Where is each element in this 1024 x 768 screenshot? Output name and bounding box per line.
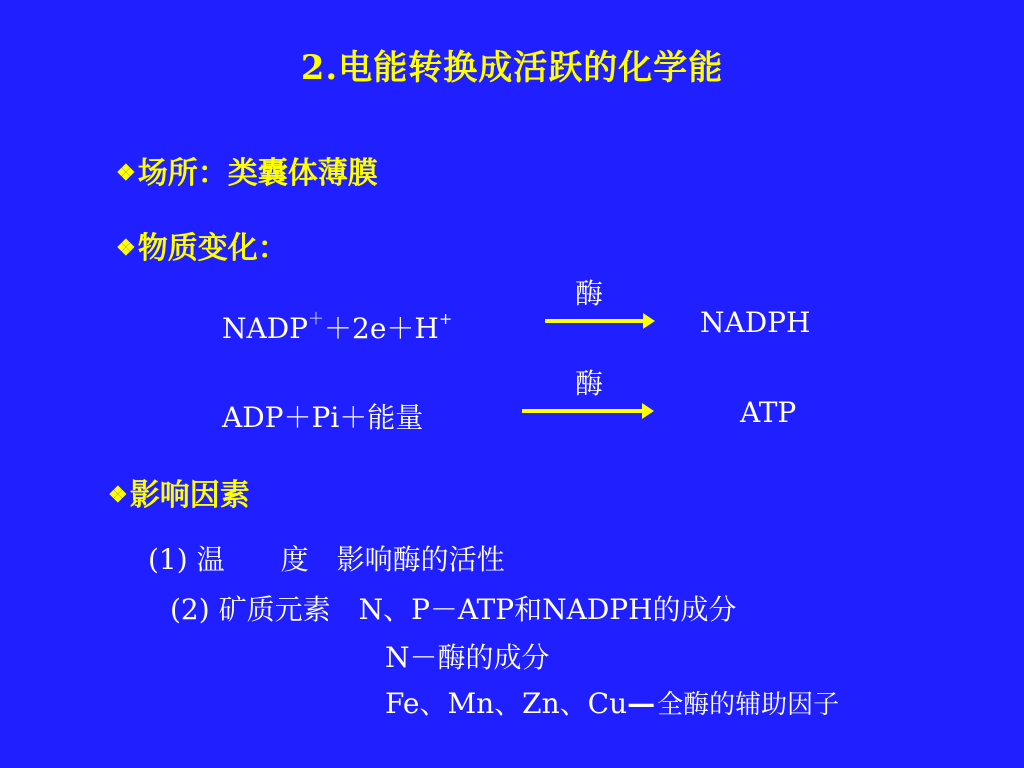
diamond-bullet-icon: ❖ bbox=[116, 160, 136, 186]
factor-metals bbox=[385, 682, 839, 722]
factor-metals-dash: — bbox=[627, 687, 650, 720]
bullet-site-text: 场所：类囊体薄膜 bbox=[137, 156, 378, 191]
reaction-arrow-icon bbox=[545, 319, 645, 323]
reaction-2-reactants: ADP＋Pi＋能量 bbox=[222, 401, 424, 434]
bullet-factors bbox=[108, 470, 250, 514]
reaction-1-product: NADPH bbox=[700, 306, 811, 339]
diamond-bullet-icon: ❖ bbox=[108, 482, 128, 508]
reaction-arrow-icon bbox=[522, 409, 644, 413]
reactant-h-charge: + bbox=[438, 309, 453, 328]
reaction-1-reactants bbox=[222, 306, 452, 347]
bullet-site bbox=[116, 148, 378, 192]
enzyme-label-1: 酶 bbox=[575, 277, 604, 310]
factor-nitrogen: N－酶的成分 bbox=[385, 641, 550, 674]
bullet-change-text: 物质变化： bbox=[137, 231, 288, 266]
factor-minerals: (2) 矿质元素 N、P－ATP和NADPH的成分 bbox=[170, 593, 737, 626]
enzyme-label-2: 酶 bbox=[575, 367, 604, 400]
reaction-2-product: ATP bbox=[740, 396, 797, 429]
slide-title: 2.电能转换成活跃的化学能 bbox=[300, 48, 724, 88]
reactant-rest: ＋2e＋H bbox=[324, 312, 439, 345]
bullet-factors-text: 影响因素 bbox=[129, 478, 250, 513]
diamond-bullet-icon: ❖ bbox=[116, 235, 136, 261]
bullet-change bbox=[116, 223, 288, 267]
factor-temperature: (1) 温 度 影响酶的活性 bbox=[148, 543, 505, 576]
factor-metals-list: Fe、Mn、Zn、Cu bbox=[385, 687, 628, 720]
reactant-nadp-charge: ＋ bbox=[308, 309, 325, 328]
reactant-nadp: NADP bbox=[222, 312, 309, 345]
factor-metals-desc: 全酶的辅助因子 bbox=[657, 690, 840, 720]
